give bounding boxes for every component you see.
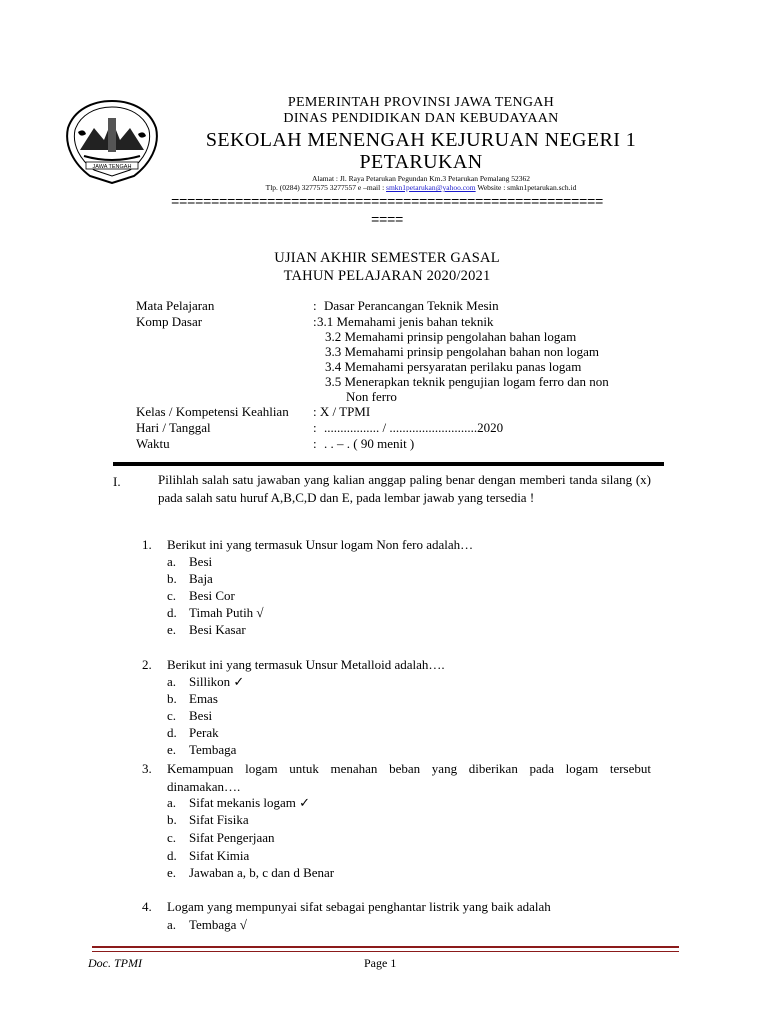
option-letter: d.	[167, 848, 177, 863]
question-number: 2.	[142, 657, 152, 672]
kd-item: 3.1 Memahami jenis bahan teknik	[317, 314, 494, 329]
option-text: Besi	[189, 708, 213, 723]
province-emblem-logo	[64, 98, 160, 184]
logo-text: JAWA TENGAH	[92, 164, 132, 170]
kelas-label: Kelas / Kompetensi Keahlian	[136, 404, 289, 419]
option-letter: a.	[167, 917, 177, 932]
option-letter: b.	[167, 812, 177, 827]
header-school-location: PETARUKAN	[359, 151, 483, 173]
option-text: Sifat Pengerjaan	[189, 830, 275, 845]
header-government: PEMERINTAH PROVINSI JAWA TENGAH	[287, 95, 555, 110]
page-number: Page 1	[364, 956, 397, 970]
kelas-value: : X / TPMI	[313, 404, 371, 419]
waktu-label: Waktu	[136, 436, 170, 451]
option-text: Sifat Kimia	[189, 848, 250, 863]
question-text: Berikut ini yang termasuk Unsur logam Non fero adalah…	[167, 537, 474, 552]
waktu-sep: :	[313, 436, 317, 451]
footer-divider	[92, 946, 679, 948]
instruction-text: Pilihlah salah satu jawaban yang kalian anggap paling benar dengan memberi tanda silang (x) pada salah satu huruf A,B,C,D dan E, pada lembar jawab yang tersedia !	[158, 472, 651, 505]
option-letter: d.	[167, 605, 177, 620]
option-text: Sifat Fisika	[189, 812, 249, 827]
option-letter: c.	[167, 830, 177, 845]
question-number: 3.	[142, 761, 152, 776]
option-letter: a.	[167, 795, 177, 810]
question-text: Berikut ini yang termasuk Unsur Metalloid adalah….	[167, 657, 445, 672]
section-divider	[113, 462, 664, 466]
option-text: Tembaga √	[189, 917, 247, 932]
separator-line: ======================================================	[170, 195, 604, 211]
option-letter: a.	[167, 674, 177, 689]
kd-label: Komp Dasar	[136, 314, 203, 329]
question-text: Kemampuan logam untuk menahan beban yang diberikan pada logam tersebut dinamakan….	[167, 761, 651, 794]
option-letter: e.	[167, 622, 177, 637]
footer-doc-label: Doc. TPMI	[88, 956, 142, 970]
contact-website: Website : smkn1petarukan.sch.id	[475, 183, 577, 192]
kd-item: 3.4 Memahami persyaratan perilaku panas logam	[325, 359, 582, 374]
kd-sep: :	[313, 314, 317, 329]
option-text: Jawaban a, b, c dan d Benar	[189, 865, 335, 880]
option-letter: c.	[167, 708, 177, 723]
hari-label: Hari / Tanggal	[136, 420, 211, 435]
footer-divider-thin	[92, 951, 679, 952]
option-text: Tembaga	[189, 742, 237, 757]
kd-item: 3.2 Memahami prinsip pengolahan bahan logam	[325, 329, 577, 344]
question-text: Logam yang mempunyai sifat sebagai penghantar listrik yang baik adalah	[167, 899, 551, 914]
header-school-name: SEKOLAH MENENGAH KEJURUAN NEGERI 1	[205, 129, 637, 151]
option-text: Perak	[189, 725, 219, 740]
hari-sep: :	[313, 420, 317, 435]
option-letter: d.	[167, 725, 177, 740]
exam-title: UJIAN AKHIR SEMESTER GASAL	[274, 250, 500, 266]
mapel-value: Dasar Perancangan Teknik Mesin	[324, 298, 499, 313]
contact-phone: Tlp. (0284) 3277575 3277557 e –mail :	[265, 183, 387, 192]
option-text: Sifat mekanis logam ✓	[189, 795, 311, 810]
option-letter: c.	[167, 588, 177, 603]
option-text: Besi Kasar	[189, 622, 246, 637]
instruction-number: I.	[113, 474, 121, 489]
option-text: Emas	[189, 691, 218, 706]
kd-item: Non ferro	[346, 389, 397, 404]
question-number: 4.	[142, 899, 152, 914]
option-text: Besi Cor	[189, 588, 235, 603]
option-letter: a.	[167, 554, 177, 569]
exam-year: TAHUN PELAJARAN 2020/2021	[283, 268, 491, 284]
kd-item: 3.3 Memahami prinsip pengolahan bahan non logam	[325, 344, 600, 359]
mapel-sep: :	[313, 298, 317, 313]
option-text: Sillikon ✓	[189, 674, 245, 689]
option-text: Besi	[189, 554, 213, 569]
separator-line-tail: ====	[370, 213, 403, 229]
hari-value: ................. / ...........................2020	[324, 420, 504, 435]
email-link[interactable]: smkn1petarukan@yahoo.com	[386, 183, 476, 192]
mapel-label: Mata Pelajaran	[136, 298, 215, 313]
option-letter: e.	[167, 742, 177, 757]
option-text: Timah Putih √	[189, 605, 264, 620]
header-address: Alamat : Jl. Raya Petarukan Pegundan Km.3 Petarukan Pemalang 52362	[311, 174, 531, 183]
question-number: 1.	[142, 537, 152, 552]
option-letter: b.	[167, 571, 177, 586]
option-letter: b.	[167, 691, 177, 706]
option-text: Baja	[189, 571, 213, 586]
waktu-value: . . – . ( 90 menit )	[324, 436, 415, 451]
header-contact	[165, 184, 677, 192]
option-letter: e.	[167, 865, 177, 880]
kd-item: 3.5 Menerapkan teknik pengujian logam ferro dan non	[325, 374, 609, 389]
header-department: DINAS PENDIDIKAN DAN KEBUDAYAAN	[283, 111, 559, 126]
